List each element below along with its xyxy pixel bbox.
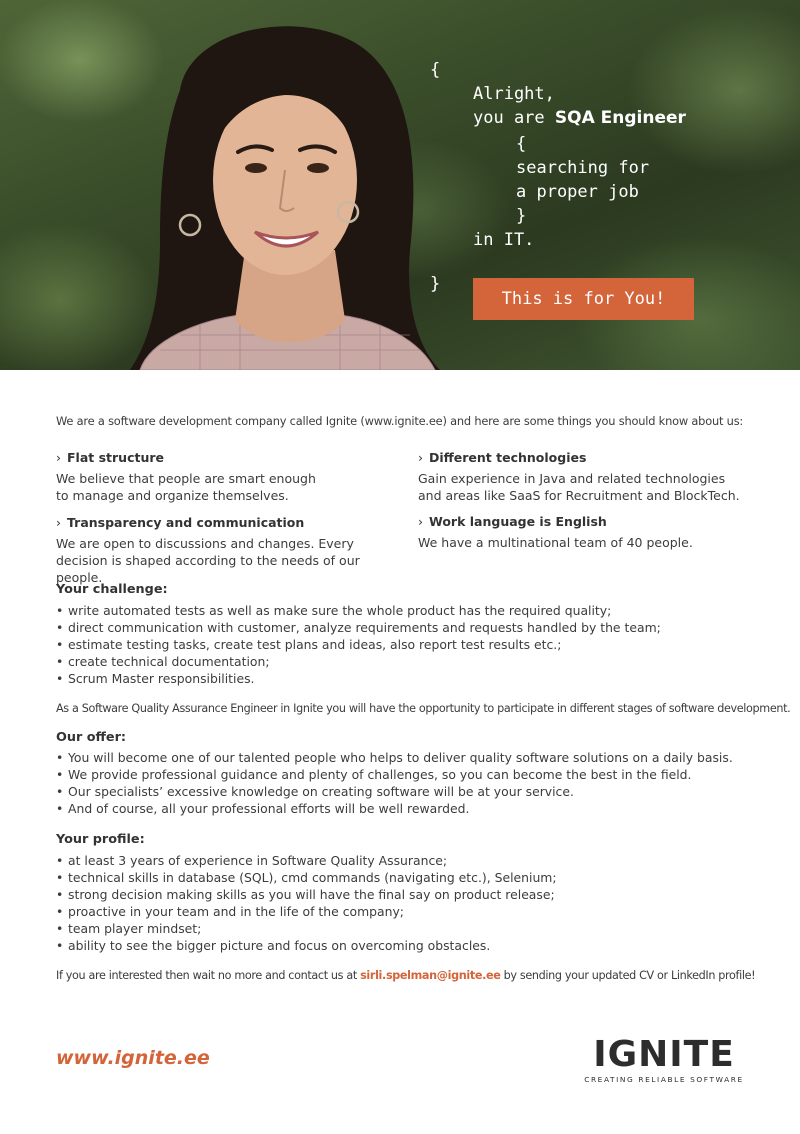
list-item: • ability to see the bigger picture and focus on overcoming obstacles. [56,937,756,954]
code-line-you-are [473,106,686,130]
list-item: • at least 3 years of experience in Software Quality Assurance; [56,852,756,869]
list-item: • proactive in your team and in the life of the company; [56,903,756,920]
job-description [56,414,791,982]
list-item: • direct communication with customer, analyze requirements and requests handled by the team; [56,619,756,636]
feature-title [418,450,758,465]
feature-text [56,535,396,586]
feature-transparency [56,515,396,586]
list-item: • estimate testing tasks, create test plans and ideas, also report test results etc.; [56,636,756,653]
feature-text [56,470,396,504]
chevron-right-icon: › [56,515,61,530]
feature-title-text: Work language is English [429,514,607,529]
code-close-brace: } [430,274,441,294]
profile-list [56,852,756,954]
feature-line: Gain experience in Java and related technologies [418,471,726,486]
code-sqa-engineer: SQA Engineer [554,108,686,128]
code-inner-close-brace: } [516,206,527,226]
feature-title-text: Different technologies [429,450,587,465]
ignite-logo [583,1034,745,1087]
list-item: • We provide professional guidance and plenty of challenges, so you can become the best in the field. [56,766,756,783]
logo-tagline: CREATING RELIABLE SOFTWARE [584,1075,744,1084]
feature-line: We are open to discussions and changes. Every [56,536,354,551]
feature-line: We have a multinational team of 40 people. [418,535,693,550]
feature-line: and areas like SaaS for Recruitment and BlockTech. [418,488,740,503]
list-item: • Scrum Master responsibilities. [56,670,756,687]
woman-portrait-photo [120,20,450,370]
feature-title-text: Transparency and communication [67,515,305,530]
feature-title [418,514,758,529]
intro-text: We are a software development company called Ignite (www.ignite.ee) and here are some things you should know about us: [56,414,744,428]
list-item: • team player mindset; [56,920,756,937]
list-item: • And of course, all your professional efforts will be well rewarded. [56,800,756,817]
challenge-list [56,602,756,687]
feature-title-text: Flat structure [67,450,164,465]
code-line-searching: searching for [516,158,650,178]
contact-text [56,969,755,982]
code-open-brace: { [430,60,441,80]
feature-title [56,515,396,530]
code-line-in-it: in IT. [473,230,535,250]
code-you-are-prefix: you are [473,108,555,128]
code-line-alright: Alright, [473,84,555,104]
logo-wordmark: IGNITE [593,1034,735,1075]
feature-flat-structure [56,450,396,504]
chevron-right-icon: › [418,514,423,529]
challenge-title: Your challenge: [56,582,168,597]
feature-line: to manage and organize themselves. [56,488,289,503]
role-note: As a Software Quality Assurance Engineer in Ignite you will have the opportunity to participate in different stages of software development. [56,702,791,715]
list-item: • technical skills in database (SQL), cmd commands (navigating etc.), Selenium; [56,869,756,886]
offer-title: Our offer: [56,730,127,745]
profile-title: Your profile: [56,832,145,847]
list-item: • Our specialists’ excessive knowledge on creating software will be at your service. [56,783,756,800]
feature-title [56,450,396,465]
chevron-right-icon: › [418,450,423,465]
website-link[interactable]: www.ignite.ee [56,1047,210,1069]
offer-list [56,749,756,817]
code-line-proper-job: a proper job [516,182,639,202]
contact-email-link[interactable]: sirli.spelman@ignite.ee [360,969,501,982]
list-item: • You will become one of our talented people who helps to deliver quality software solutions on a daily basis. [56,749,756,766]
this-is-for-you-button[interactable]: This is for You! [473,278,694,320]
feature-line: decision is shaped according to the needs of our people. [56,553,360,585]
list-item: • strong decision making skills as you will have the final say on product release; [56,886,756,903]
contact-prefix: If you are interested then wait no more and contact us at [56,969,361,982]
list-item: • write automated tests as well as make sure the whole product has the required quality; [56,602,756,619]
chevron-right-icon: › [56,450,61,465]
feature-text [418,470,758,504]
list-item: • create technical documentation; [56,653,756,670]
hero-banner [0,0,800,370]
contact-suffix: by sending your updated CV or LinkedIn profile! [500,969,756,982]
feature-work-language [418,514,758,551]
feature-text [418,534,758,551]
feature-different-technologies [418,450,758,504]
code-inner-open-brace: { [516,134,527,154]
feature-line: We believe that people are smart enough [56,471,316,486]
feature-grid [56,450,756,585]
